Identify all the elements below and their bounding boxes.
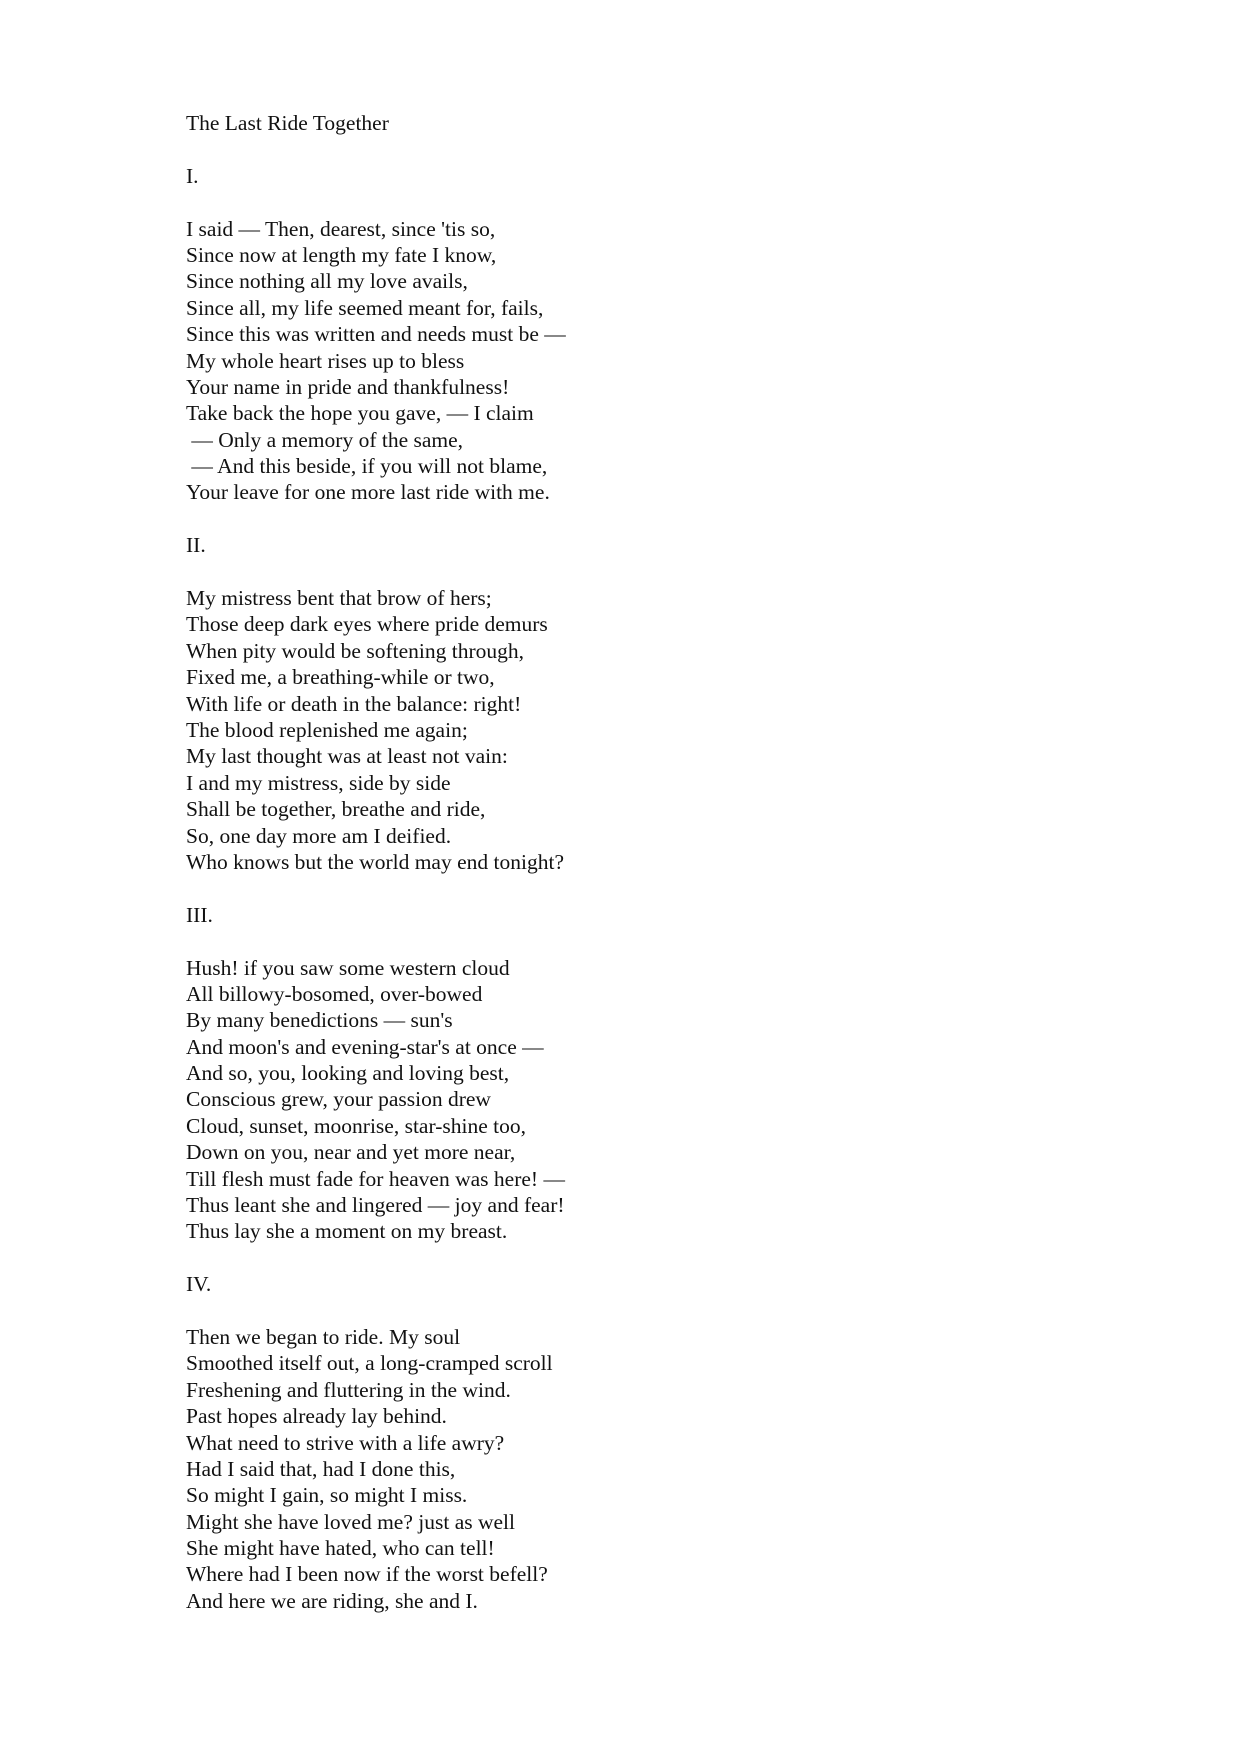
stanza — [186, 216, 986, 506]
poem-line: Conscious grew, your passion drew — [186, 1087, 491, 1112]
poem-line: Had I said that, had I done this, — [186, 1456, 456, 1481]
poem-line: My mistress bent that brow of hers; — [186, 586, 492, 611]
poem-line: Since this was written and needs must be — — [186, 322, 566, 347]
poem-line: Thus leant she and lingered — joy and fear! — [186, 1193, 565, 1218]
poem-line: Might she have loved me? just as well — [186, 1509, 515, 1534]
poem-line: Freshening and fluttering in the wind. — [186, 1377, 511, 1402]
poem-line: Smoothed itself out, a long-cramped scroll — [186, 1351, 553, 1376]
poem-line: Shall be together, breathe and ride, — [186, 797, 486, 822]
poem-line: And so, you, looking and loving best, — [186, 1061, 510, 1086]
poem-line: Then we began to ride. My soul — [186, 1324, 461, 1349]
poem-line: And here we are riding, she and I. — [186, 1588, 478, 1613]
poem-line: My last thought was at least not vain: — [186, 744, 508, 769]
poem-line: — Only a memory of the same, — [186, 427, 464, 452]
poem-body — [186, 110, 986, 1614]
poem-line: Cloud, sunset, moonrise, star-shine too, — [186, 1113, 526, 1138]
poem-line: Take back the hope you gave, — I claim — [186, 401, 534, 426]
stanza — [186, 585, 986, 875]
stanza — [186, 1324, 986, 1614]
poem-line: All billowy-bosomed, over-bowed — [186, 981, 483, 1006]
poem-line: Thus lay she a moment on my breast. — [186, 1219, 508, 1244]
poem-line: Who knows but the world may end tonight? — [186, 849, 564, 874]
poem-line: Fixed me, a breathing-while or two, — [186, 665, 495, 690]
poem-line: My whole heart rises up to bless — [186, 348, 465, 373]
poem-line: Your name in pride and thankfulness! — [186, 374, 510, 399]
poem-line: I said — Then, dearest, since 'tis so, — [186, 216, 496, 241]
poem-line: By many benedictions — sun's — [186, 1008, 453, 1033]
poem-line: Since now at length my fate I know, — [186, 242, 497, 267]
stanza-number: IV. — [186, 1272, 212, 1297]
poem-line: — And this beside, if you will not blame, — [186, 454, 548, 479]
poem-line: Down on you, near and yet more near, — [186, 1140, 516, 1165]
poem-line: Hush! if you saw some western cloud — [186, 955, 510, 980]
poem-line: Till flesh must fade for heaven was here! — — [186, 1166, 565, 1191]
poem-line: Those deep dark eyes where pride demurs — [186, 612, 548, 637]
poem-line: When pity would be softening through, — [186, 638, 524, 663]
poem-line: With life or death in the balance: right! — [186, 691, 522, 716]
stanza-number: I. — [186, 163, 199, 188]
poem-line: Since nothing all my love avails, — [186, 269, 468, 294]
poem-line: And moon's and evening-star's at once — — [186, 1034, 544, 1059]
poem-line: She might have hated, who can tell! — [186, 1536, 495, 1561]
stanza-number: III. — [186, 902, 213, 927]
poem-line: Since all, my life seemed meant for, fails, — [186, 295, 544, 320]
poem-line: So might I gain, so might I miss. — [186, 1483, 468, 1508]
poem-line: I and my mistress, side by side — [186, 770, 451, 795]
stanza-number: II. — [186, 533, 206, 558]
poem-line: What need to strive with a life awry? — [186, 1430, 505, 1455]
poem-line: Your leave for one more last ride with me. — [186, 480, 550, 505]
poem-line: The blood replenished me again; — [186, 717, 468, 742]
stanza-list — [186, 163, 986, 1614]
poem-title: The Last Ride Together — [186, 111, 389, 135]
poem-line: So, one day more am I deified. — [186, 823, 452, 848]
poem-line: Past hopes already lay behind. — [186, 1404, 447, 1429]
stanza — [186, 955, 986, 1245]
poem-line: Where had I been now if the worst befell? — [186, 1562, 548, 1587]
